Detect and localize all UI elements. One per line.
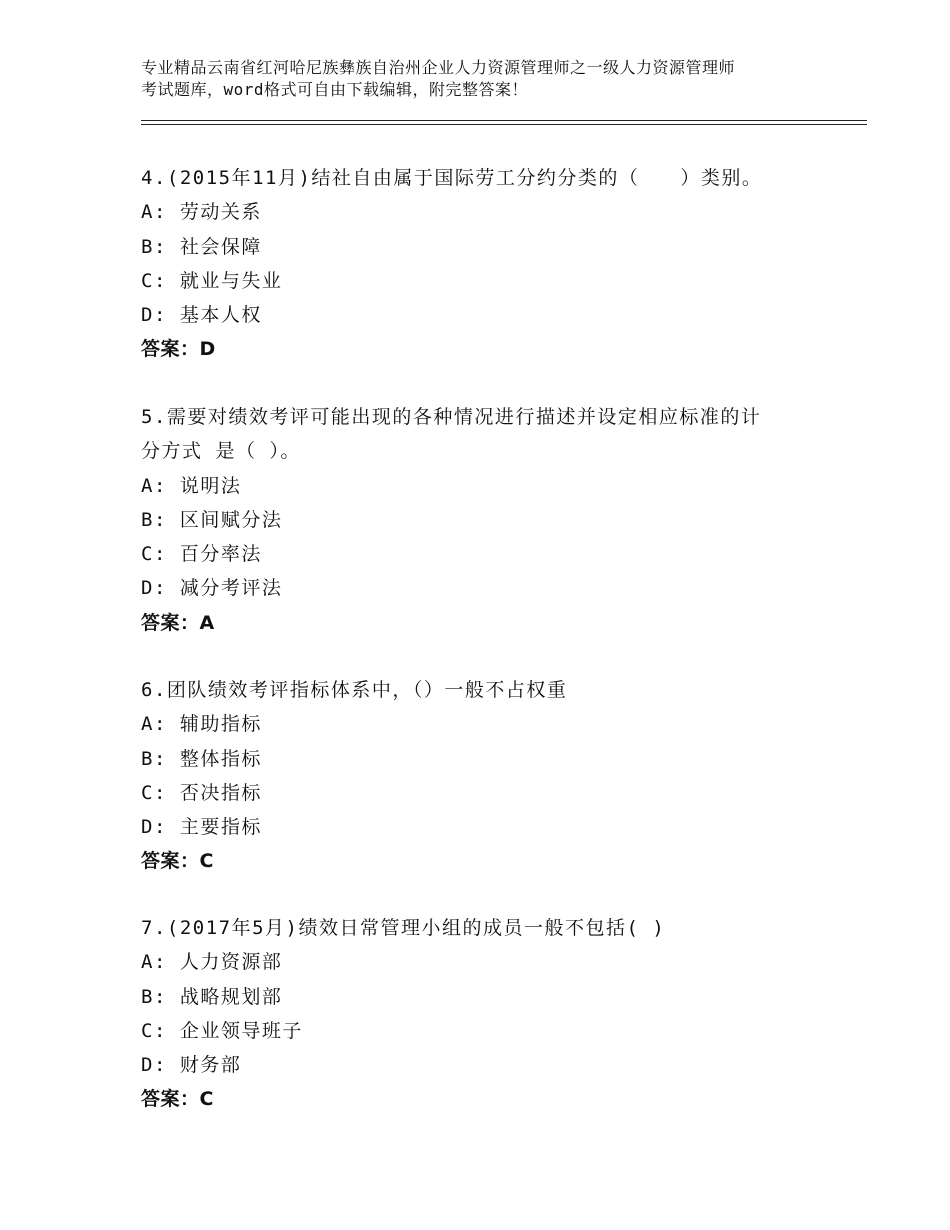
option-b: B: 整体指标 xyxy=(141,747,262,770)
option-c: C: 就业与失业 xyxy=(141,269,283,292)
option-c: C: 百分率法 xyxy=(141,543,262,566)
question-4 xyxy=(141,161,821,367)
header-divider-double xyxy=(141,124,867,126)
document-header xyxy=(141,57,831,101)
option-d: D: 财务部 xyxy=(141,1054,242,1077)
option-b: B: 区间赋分法 xyxy=(141,508,283,531)
option-a: A: 辅助指标 xyxy=(141,713,262,736)
question-7 xyxy=(141,911,821,1117)
answer-label: 答案：A xyxy=(141,611,215,634)
option-d: D: 主要指标 xyxy=(141,816,262,839)
header-divider xyxy=(141,120,867,122)
answer-label: 答案：D xyxy=(141,338,216,361)
question-stem: 4.(2015年11月)结社自由属于国际劳工分约分类的（ ）类别。 xyxy=(141,167,763,189)
question-5 xyxy=(141,400,821,640)
answer-label: 答案：C xyxy=(141,1088,214,1111)
option-a: A: 说明法 xyxy=(141,474,242,497)
question-stem: 6.团队绩效考评指标体系中，（）一般不占权重 xyxy=(141,679,568,701)
option-c: C: 否决指标 xyxy=(141,781,262,804)
header-title-line-2: 考试题库，word格式可自由下载编辑，附完整答案！ xyxy=(141,80,529,99)
option-a: A: 劳动关系 xyxy=(141,201,262,224)
option-d: D: 减分考评法 xyxy=(141,577,283,600)
question-6 xyxy=(141,673,821,879)
question-stem: 7.(2017年5月)绩效日常管理小组的成员一般不包括( ) xyxy=(141,917,666,939)
option-a: A: 人力资源部 xyxy=(141,951,283,974)
answer-label: 答案：C xyxy=(141,850,214,873)
question-stem: 5.需要对绩效考评可能出现的各种情况进行描述并设定相应标准的计 xyxy=(141,406,762,428)
header-title-line-1: 专业精品云南省红河哈尼族彝族自治州企业人力资源管理师之一级人力资源管理师 xyxy=(141,58,736,77)
option-b: B: 战略规划部 xyxy=(141,985,283,1008)
option-d: D: 基本人权 xyxy=(141,304,262,327)
option-c: C: 企业领导班子 xyxy=(141,1019,303,1042)
question-stem-continued: 分方式 是（ ）。 xyxy=(141,440,301,463)
option-b: B: 社会保障 xyxy=(141,235,262,258)
